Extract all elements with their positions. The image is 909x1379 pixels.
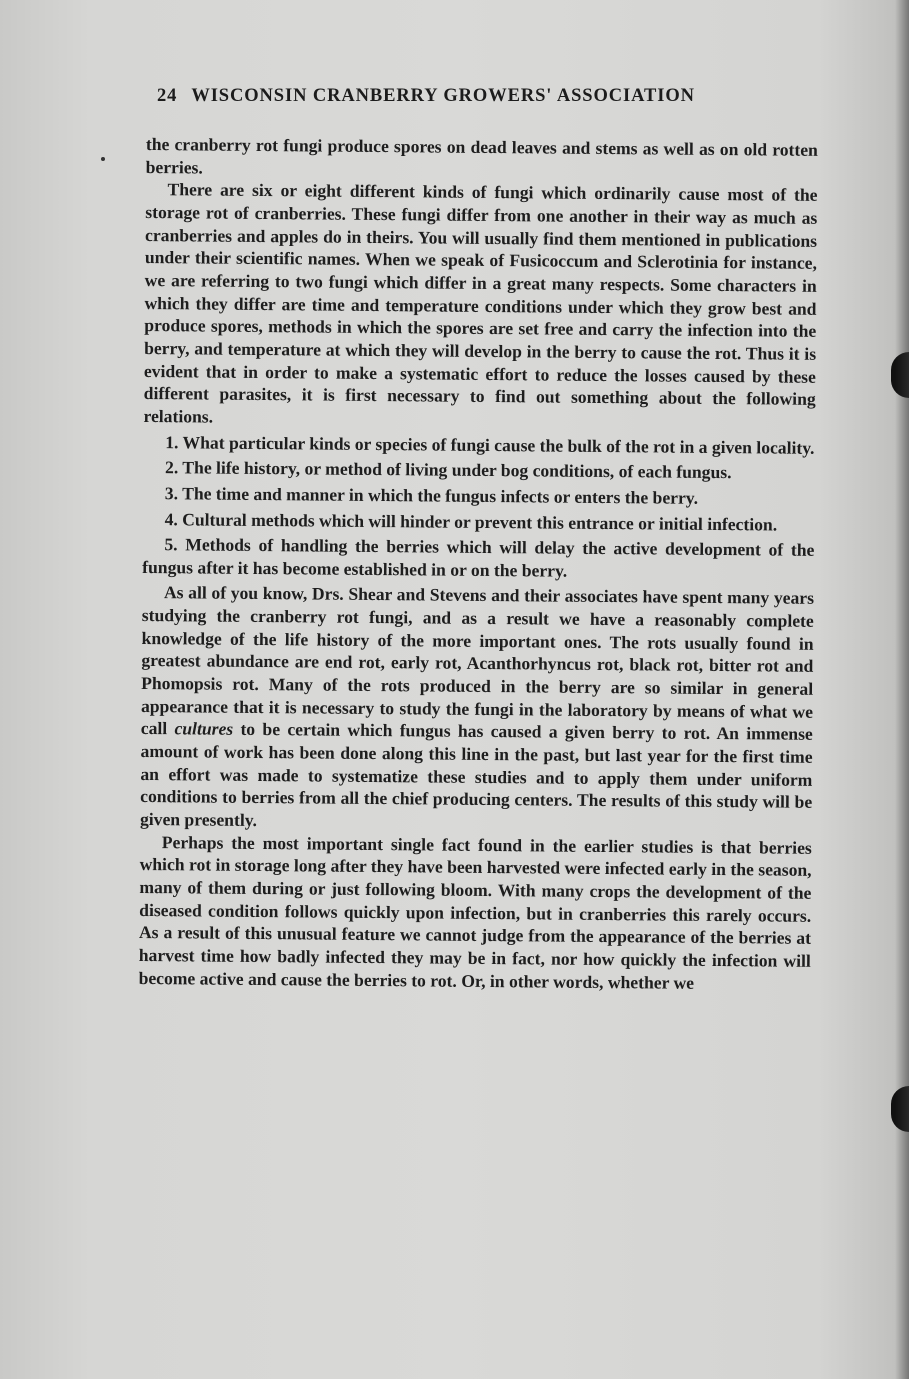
paragraph-1: the cranberry rot fungi produce spores on dead leaves and stems as well as on old rotten berries. [145,133,818,178]
paragraph-3 [140,581,814,836]
header-title: WISCONSIN CRANBERRY GROWERS' ASSOCIATION [191,86,695,106]
page-number: 24 [157,86,178,106]
list-item-1: 1. What particular kinds or species of fungi cause the bulk of the rot in a given locality. [165,431,815,458]
body-text [139,133,818,995]
paragraph-2: There are six or eight different kinds of fungi which ordinarily cause most of the storage rot of cranberries. These fungi differ from one another in their way as much as cranberries and apples do in theirs. You will usually find them mentioned in publications under their scientific names. When we speak of Fusicoccum and Sclerotinia for instance, we are referring to two fungi which differ in a great many respects. Some characters in which they differ are time and temperature conditions under which they grow best and produce spores, methods in which the spores are set free and carry the infection into the berry, and temperature at which they will develop in the berry to cause the rot. Thus it is evident that in order to make a systematic effort to reduce the losses caused by these different parasites, it is first necessary to find out something about the following relations. [143,179,818,427]
running-header [157,86,817,107]
scan-speck [101,157,105,161]
list-item-5: 5. Methods of handling the berries which will delay the active development of the fungus after it has become established in or on the berry. [142,534,815,581]
list-item-4: 4. Cultural methods which will hinder or prevent this entrance or initial infection. [164,508,778,535]
list-item-2: 2. The life history, or method of living under bog conditions, of each fungus. [164,457,732,483]
binding-hole-top [891,352,909,398]
paragraph-4: Perhaps the most important single fact found in the earlier studies is that berries which rot in storage long after they have been harvested were infected early in the season, many of them during or just following bloom. With many crops the development of the diseased condition follows quickly upon infection, but in cranberries this rarely occurs. As a result of this unusual feature we cannot judge from the appearance of the berries at harvest time how badly infected they may be in fact, nor how quickly the infection will become active and cause the berries to rot. Or, in other words, whether we [138,831,812,993]
list-item-3: 3. The time and manner in which the fungus infects or enters the berry. [164,483,699,508]
paragraph-3-text-a: As all of you know, Drs. Shear and Stevens and their associates have spent many years studying the cranberry rot fungi, and as a result we have a reasonably complete knowledge of the life history of the more important ones. The rots usually found in greatest abundance are end rot, early rot, Acanthorhyncus rot, black rot, bitter rot and Phomopsis rot. Many of the rots produced in the berry are so similar in general appearance that it is necessary to study the fungi in the laboratory by means of what we call [140,582,815,739]
paragraph-3-emphasis: cultures [174,718,234,740]
paragraph-3-text-b: to be certain which fungus has caused a given berry to rot. An immense amount of work has been done along this line in the past, but last year for the first time an effort was made to systematize these studies and to apply them under uniform conditions to berries from all the chief producing centers. The results of this study will be given presently. [139,719,813,831]
binding-hole-bottom [891,1086,909,1132]
